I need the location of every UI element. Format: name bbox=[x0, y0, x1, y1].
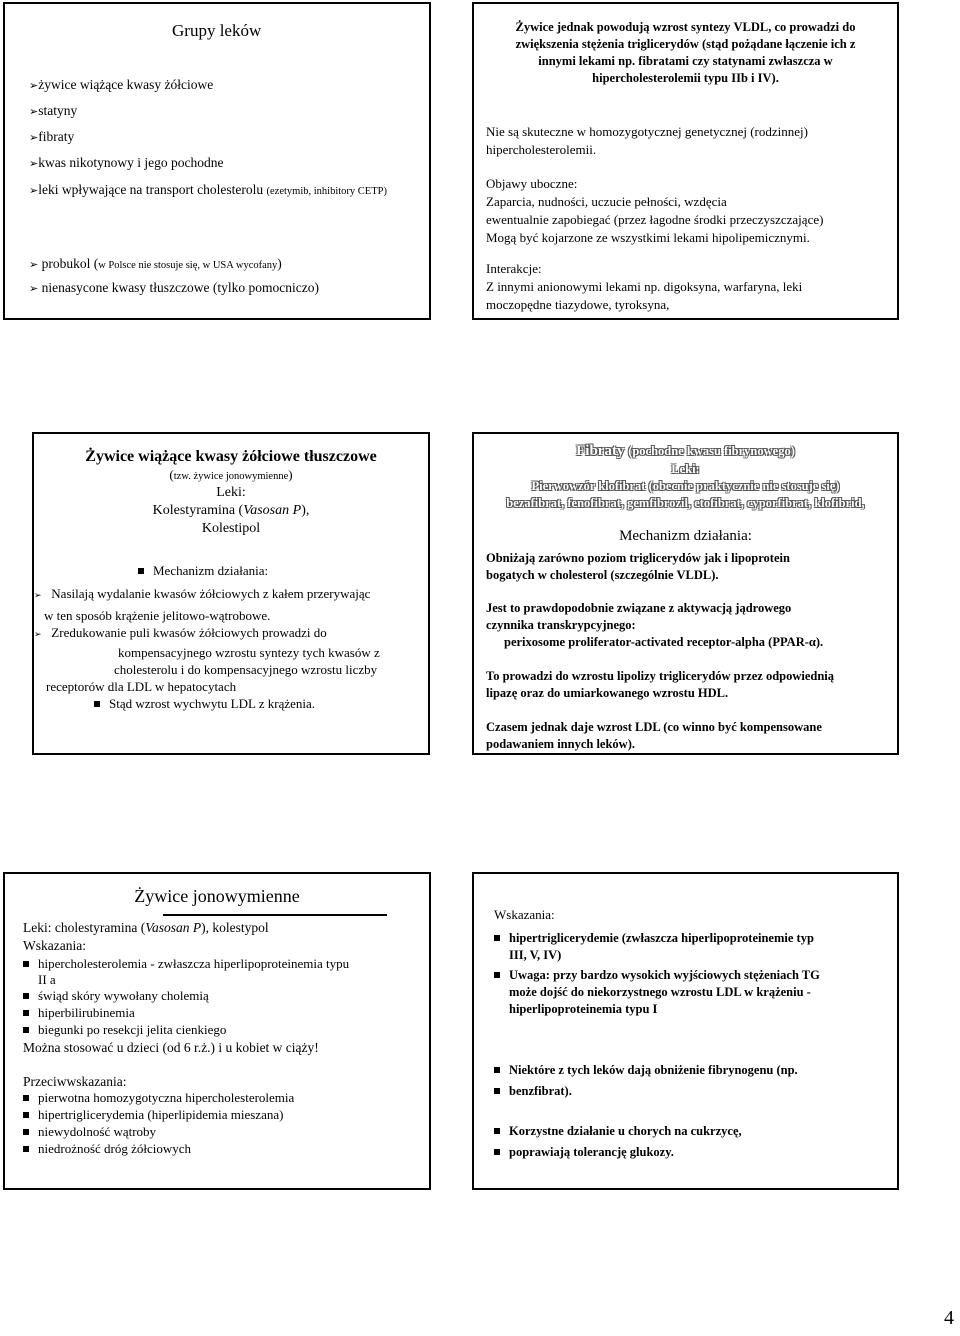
list-item: ➢ probukol (w Polsce nie stosuje się, w USA wycofany) bbox=[29, 256, 282, 271]
glucose-note: poprawiają tolerancję glukozy. bbox=[494, 1145, 674, 1159]
mechanism-heading: Mechanizm działania: bbox=[619, 528, 752, 544]
drug-list: bezafibrat, fenofibrat, gemfibrozil, etofibrat, cyporfibrat, klofibrid, bbox=[506, 496, 865, 510]
indication-item: Uwaga: przy bardzo wysokich wyjściowych stężeniach TG może dojść do niekorzystnego wzrostu LDL w krążeniu - hiperlipoproteinemia typu I bbox=[494, 967, 820, 1018]
arrow-bullet-icon: ➢ bbox=[29, 282, 39, 295]
paragraph-homozygous: Nie są skuteczne w homozygotycznej genetycznej (rodzinnej) hipercholesterolemii. bbox=[486, 124, 808, 157]
slide-fibraty-wskazania bbox=[472, 872, 899, 1190]
contraindications-heading: Przeciwwskazania: bbox=[23, 1074, 127, 1089]
indications-heading: Wskazania: bbox=[23, 938, 86, 953]
contraindication-item: niedrożność dróg żółciowych bbox=[23, 1142, 191, 1157]
paragraph-interactions: Interakcje: Z innymi anionowymi lekami np. digoksyna, warfaryna, leki moczopędne tiazydowe, tyroksyna, bbox=[486, 261, 803, 312]
leki-label: Leki: bbox=[216, 485, 246, 500]
arrow-bullet-icon: ➢ bbox=[29, 105, 39, 118]
list-item: ➢żywice wiążące kwasy żółciowe bbox=[29, 77, 214, 92]
pregnancy-note: Można stosować u dzieci (od 6 r.ż.) i u kobiet w ciąży! bbox=[23, 1040, 319, 1055]
slide-title: Żywice jonowymienne bbox=[134, 886, 300, 906]
list-item: ➢statyny bbox=[29, 103, 78, 118]
fibrinogen-note: benzfibrat). bbox=[494, 1084, 572, 1098]
paragraph-vldl: Żywice jednak powodują wzrost syntezy VLDL, co prowadzi do zwiększenia stężenia triglicerydów (stąd pożądane łączenie ich z innymi lekami np. fibratami czy statynami zwłaszcza w hipercholesterolemii typu IIb i IV). bbox=[515, 20, 856, 85]
square-bullet-icon bbox=[23, 1146, 29, 1152]
contraindication-item: niewydolność wątroby bbox=[23, 1125, 156, 1140]
slide-fibraty bbox=[472, 432, 899, 755]
contraindication-item: pierwotna homozygotyczna hipercholesterolemia bbox=[23, 1091, 294, 1106]
slide-zywice-mechanizm bbox=[32, 432, 430, 755]
paragraph-lipolysis: To prowadzi do wzrostu lipolizy triglicerydów przez odpowiednią lipazę oraz do umiarkowanego wzrostu HDL. bbox=[486, 669, 835, 700]
page-number: 4 bbox=[944, 1307, 954, 1329]
drug-kolestipol: Kolestipol bbox=[201, 521, 261, 536]
indication-item: świąd skóry wywołany cholemią bbox=[23, 989, 209, 1004]
square-bullet-icon bbox=[494, 1128, 500, 1134]
square-bullet-icon bbox=[494, 1149, 500, 1155]
arrow-bullet-icon: ➢ bbox=[34, 591, 42, 601]
paragraph-side-effects: Objawy uboczne: Zaparcia, nudności, uczucie pełności, wzdęcia ewentualnie zapobiegać (przez łagodne środki przeczyszczające) Mogą być kojarzone ze wszystkimi lekami hipolipemicznymi. bbox=[486, 176, 824, 245]
arrow-bullet-icon: ➢ bbox=[29, 79, 39, 92]
slide-title: Grupy leków bbox=[172, 21, 262, 40]
list-item: ➢ nienasycone kwasy tłuszczowe (tylko pomocniczo) bbox=[29, 280, 320, 295]
leki-label: Leki: bbox=[671, 462, 700, 476]
square-bullet-icon bbox=[23, 1129, 29, 1135]
arrow-bullet-icon: ➢ bbox=[34, 630, 42, 640]
square-bullet-icon bbox=[23, 993, 29, 999]
square-bullet-icon bbox=[94, 701, 100, 707]
indication-item: hiperbilirubinemia bbox=[23, 1006, 135, 1021]
slide-subtitle: (tzw. żywice jonowymienne) bbox=[169, 467, 293, 482]
slide-grupy-lekow bbox=[3, 2, 431, 320]
square-bullet-icon bbox=[494, 1088, 500, 1094]
mechanism-point-2: ➢ Zredukowanie puli kwasów żółciowych prowadzi do kompensacyjnego wzrostu syntezy tych kwasów z cholesterolu i do kompensacyjnego wzrostu liczby receptorów dla LDL w hepatocytach bbox=[34, 625, 380, 694]
list-item: ➢kwas nikotynowy i jego pochodne bbox=[29, 155, 224, 170]
paragraph-ldl: Czasem jednak daje wzrost LDL (co winno być kompensowane podawaniem innych leków). bbox=[486, 720, 822, 751]
square-bullet-icon bbox=[494, 1067, 500, 1073]
list-item: ➢fibraty bbox=[29, 129, 75, 144]
drug-kolestyramina: Kolestyramina (Vasosan P), bbox=[152, 503, 310, 518]
slide-title: Fibraty (pochodne kwasu fibrynowego) bbox=[576, 443, 795, 459]
title-underline bbox=[163, 914, 387, 916]
indications-heading: Wskazania: bbox=[494, 907, 555, 922]
drug-prototype: Pierwowzór klofibrat (obecnie praktycznie nie stosuje się) bbox=[531, 479, 840, 493]
paragraph-ppar: Jest to prawdopodobnie związane z aktywacją jądrowego czynnika transkrypcyjnego: perixosome proliferator-activated receptor-alpha (PPAR-α). bbox=[486, 601, 824, 649]
square-bullet-icon bbox=[23, 1027, 29, 1033]
diabetes-note: Korzystne działanie u chorych na cukrzycę, bbox=[494, 1124, 742, 1138]
mechanism-heading: Mechanizm działania: bbox=[138, 564, 268, 579]
mechanism-conclusion: Stąd wzrost wychwytu LDL z krążenia. bbox=[94, 697, 315, 712]
mechanism-point-1: ➢ Nasilają wydalanie kwasów żółciowych z kałem przerywając w ten sposób krążenie jelitowo-wątrobowe. bbox=[34, 586, 371, 623]
indication-item: biegunki po resekcji jelita cienkiego bbox=[23, 1023, 226, 1038]
square-bullet-icon bbox=[138, 568, 144, 574]
square-bullet-icon bbox=[494, 972, 500, 978]
arrow-bullet-icon: ➢ bbox=[29, 258, 39, 271]
slide-zywice-dzialania bbox=[472, 2, 899, 320]
square-bullet-icon bbox=[23, 1010, 29, 1016]
paragraph-lowering: Obniżają zarówno poziom triglicerydów jak i lipoprotein bogatych w cholesterol (szczególnie VLDL). bbox=[486, 551, 790, 582]
square-bullet-icon bbox=[23, 961, 29, 967]
square-bullet-icon bbox=[494, 935, 500, 941]
leki-line: Leki: cholestyramina (Vasosan P), kolestypol bbox=[23, 920, 269, 935]
arrow-bullet-icon: ➢ bbox=[29, 184, 39, 197]
slide-zywice-jonowymienne bbox=[3, 872, 431, 1190]
indication-item: hipercholesterolemia - zwłaszcza hiperlipoproteinemia typu II a bbox=[23, 956, 349, 988]
arrow-bullet-icon: ➢ bbox=[29, 157, 39, 170]
contraindication-item: hipertriglicerydemia (hiperlipidemia mieszana) bbox=[23, 1108, 283, 1123]
list-item: ➢leki wpływające na transport cholesterolu (ezetymib, inhibitory CETP) bbox=[29, 182, 387, 197]
square-bullet-icon bbox=[23, 1095, 29, 1101]
arrow-bullet-icon: ➢ bbox=[29, 131, 39, 144]
indication-item: hipertriglicerydemie (zwłaszcza hiperlipoproteinemie typ III, V, IV) bbox=[494, 930, 814, 964]
square-bullet-icon bbox=[23, 1112, 29, 1118]
fibrinogen-note: Niektóre z tych leków dają obniżenie fibrynogenu (np. bbox=[494, 1063, 798, 1077]
slide-title: Żywice wiążące kwasy żółciowe tłuszczowe bbox=[85, 448, 377, 465]
